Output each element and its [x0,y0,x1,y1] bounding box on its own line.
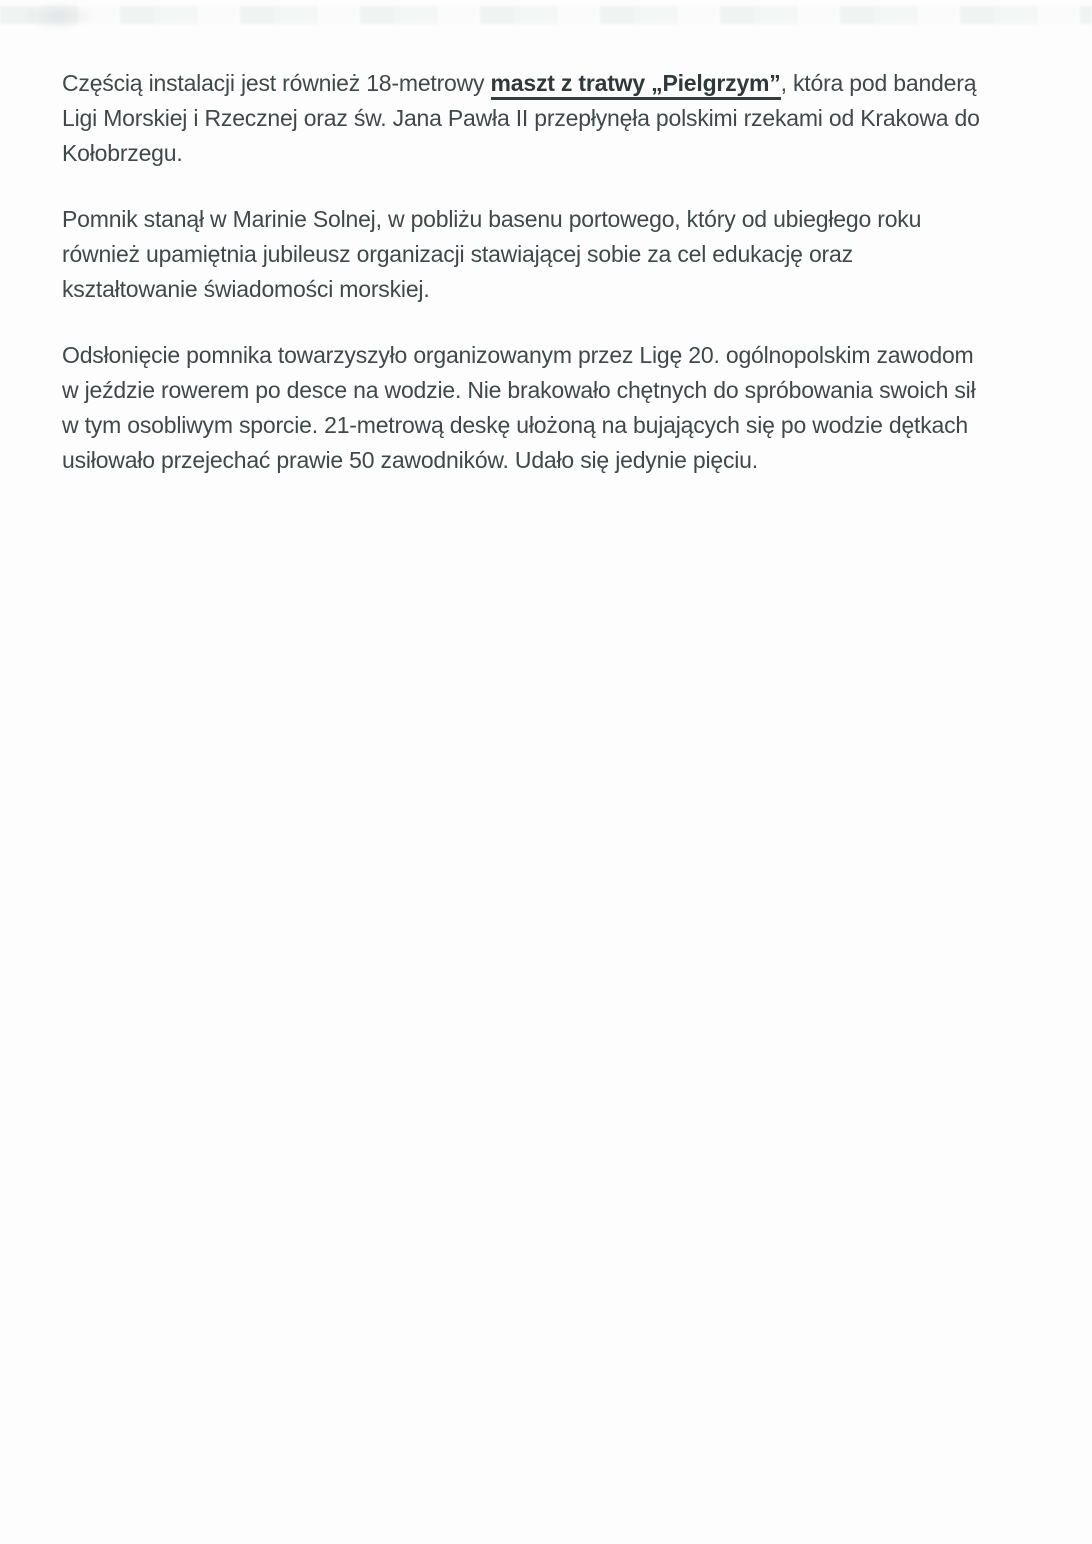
text-segment: kształtowanie świadomości morskiej. [62,276,430,302]
paragraph-unveiling-competition [62,338,1037,478]
text-line [62,338,1037,373]
text-line [62,101,1037,136]
text-segment-bold-underlined: maszt z tratwy „Pielgrzym” [491,70,781,100]
text-line [62,237,1037,272]
text-segment: Odsłonięcie pomnika towarzyszyło organizowanym przez Ligę 20. ogólnopolskim zawodom [62,342,974,368]
text-line [62,202,1037,237]
text-segment: Częścią instalacji jest również 18-metrowy [62,70,491,96]
text-line [62,408,1037,443]
paragraph-monument-location [62,202,1037,307]
scan-noise-blob [26,2,90,30]
scan-noise-band [0,6,1092,24]
text-segment: Ligi Morskiej i Rzecznej oraz św. Jana Pawła II przepłynęła polskimi rzekami od Krakowa do [62,105,980,131]
text-line [62,66,1037,101]
text-segment: , która pod banderą [780,70,977,96]
text-line [62,443,1037,478]
text-segment: również upamiętnia jubileusz organizacji stawiającej sobie za cel edukację oraz [62,241,853,267]
text-segment: w tym osobliwym sporcie. 21-metrową deskę ułożoną na bujających się po wodzie dętkach [62,412,969,438]
paragraph-mast-installation [62,66,1037,171]
text-line [62,373,1037,408]
document-content [62,66,1037,509]
text-segment: usiłowało przejechać prawie 50 zawodników. Udało się jedynie pięciu. [62,447,758,473]
text-line [62,272,1037,307]
text-line [62,136,1037,171]
text-segment: Kołobrzegu. [62,140,183,166]
text-segment: w jeździe rowerem po desce na wodzie. Nie brakowało chętnych do spróbowania swoich sił [62,377,976,403]
text-segment: Pomnik stanął w Marinie Solnej, w pobliżu basenu portowego, który od ubiegłego roku [62,206,922,232]
